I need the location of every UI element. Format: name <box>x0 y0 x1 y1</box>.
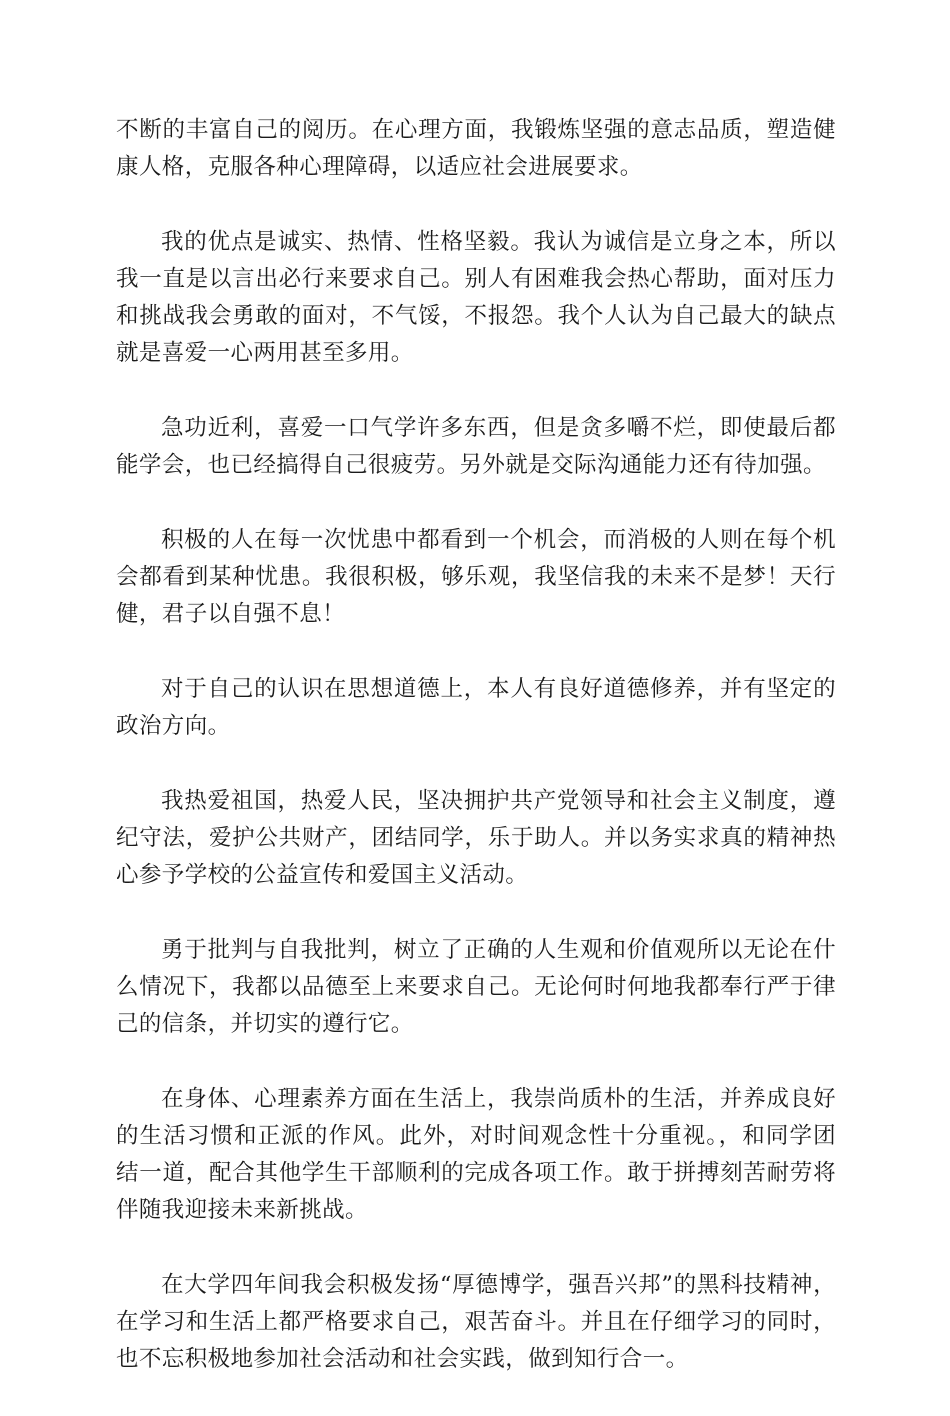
paragraph-patriotism: 我热爱祖国，热爱人民，坚决拥护共产党领导和社会主义制度，遵纪守法，爱护公共财产，团结同学，乐于助人。并以务实求真的精神热心参予学校的公益宣传和爱国主义活动。 <box>116 788 836 888</box>
paragraph-strengths: 我的优点是诚实、热情、性格坚毅。我认为诚信是立身之本，所以我一直是以言出必行来要求自己。别人有困难我会热心帮助，面对压力和挑战我会勇敢的面对，不气馁，不报怨。我个人认为自己最大的缺点就是喜爱一心两用甚至多用。 <box>116 229 836 366</box>
paragraph-university-plans: 在大学四年间我会积极发扬“厚德博学，强吾兴邦”的黑科技精神，在学习和生活上都严格要求自己，艰苦奋斗。并且在仔细学习的同时，也不忘积极地参加社会活动和社会实践，做到知行合一。 <box>116 1272 836 1372</box>
paragraph-weaknesses: 急功近利，喜爱一口气学许多东西，但是贪多嚼不烂，即使最后都能学会，也已经搞得自己很疲劳。另外就是交际沟通能力还有待加强。 <box>116 415 836 478</box>
paragraph-continuation: 不断的丰富自己的阅历。在心理方面，我锻炼坚强的意志品质，塑造健康人格，克服各种心理障碍，以适应社会进展要求。 <box>116 117 836 180</box>
paragraph-optimism: 积极的人在每一次忧患中都看到一个机会，而消极的人则在每个机会都看到某种忧患。我很积极，够乐观，我坚信我的未来不是梦！天行健，君子以自强不息！ <box>116 527 836 627</box>
paragraph-physical-mental: 在身体、心理素养方面在生活上，我崇尚质朴的生活，并养成良好的生活习惯和正派的作风。此外，对时间观念性十分重视。，和同学团结一道，配合其他学生干部顺利的完成各项工作。敢于拼搏刻苦耐劳将伴随我迎接未来新挑战。 <box>116 1086 836 1223</box>
paragraph-self-criticism: 勇于批判与自我批判，树立了正确的人生观和价值观所以无论在什么情况下，我都以品德至上来要求自己。无论何时何地我都奉行严于律己的信条，并切实的遵行它。 <box>116 937 836 1037</box>
document-page <box>116 112 836 1416</box>
paragraph-moral-self-awareness: 对于自己的认识在思想道德上，本人有良好道德修养，并有坚定的政治方向。 <box>116 676 836 739</box>
